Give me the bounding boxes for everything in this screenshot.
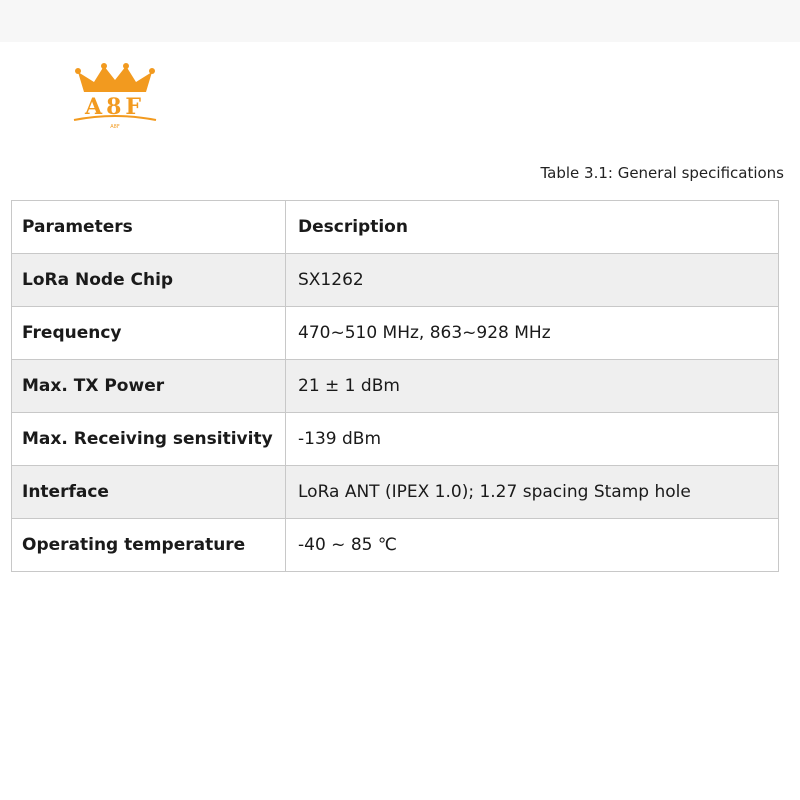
row-description: 470~510 MHz, 863~928 MHz	[286, 307, 779, 360]
table-row	[12, 360, 779, 413]
row-parameter: Operating temperature	[12, 519, 286, 572]
row-description: 21 ± 1 dBm	[286, 360, 779, 413]
brand-logo	[70, 62, 160, 132]
table-row	[12, 466, 779, 519]
row-description: -40 ~ 85 ℃	[286, 519, 779, 572]
row-parameter: LoRa Node Chip	[12, 254, 286, 307]
table-row	[12, 519, 779, 572]
crown-icon	[70, 62, 160, 132]
row-parameter: Max. Receiving sensitivity	[12, 413, 286, 466]
row-description: LoRa ANT (IPEX 1.0); 1.27 spacing Stamp hole	[286, 466, 779, 519]
row-parameter: Max. TX Power	[12, 360, 286, 413]
header-description: Description	[286, 201, 779, 254]
row-parameter: Frequency	[12, 307, 286, 360]
table-row	[12, 413, 779, 466]
table-row	[12, 254, 779, 307]
top-strip	[0, 0, 800, 42]
row-description: -139 dBm	[286, 413, 779, 466]
row-parameter: Interface	[12, 466, 286, 519]
table-row	[12, 307, 779, 360]
table-header-row	[12, 201, 779, 254]
svg-text:A8F: A8F	[85, 94, 145, 120]
row-description: SX1262	[286, 254, 779, 307]
header-parameters: Parameters	[12, 201, 286, 254]
specifications-table	[11, 200, 779, 572]
svg-text:A8F: A8F	[110, 124, 120, 130]
table-caption: Table 3.1: General specifications	[540, 164, 784, 182]
